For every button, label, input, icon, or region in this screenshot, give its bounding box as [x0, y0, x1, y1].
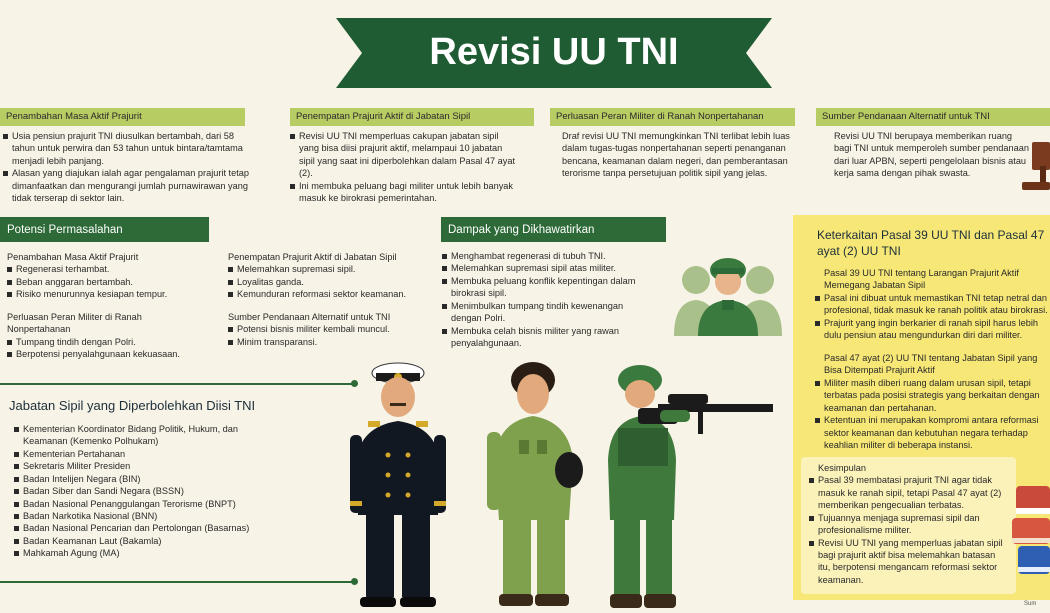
- bullet-item: Melemahkan supremasi sipil.: [228, 263, 418, 275]
- bullet-item: Regenerasi terhambat.: [7, 263, 207, 275]
- bullet-item: Militer masih diberi ruang dalam urusan sipil, tetapi terbatas pada posisi strategis yang berkaitan dengan keamanan dan pertahanan.: [815, 377, 1050, 414]
- pasal47-title: Pasal 47 ayat (2) UU TNI tentang Jabatan Sipil yang Bisa Ditempati Prajurit Aktif: [824, 353, 1038, 376]
- credit-text: Sum: [1024, 601, 1037, 607]
- bullet-item: Risiko menurunnya kesiapan tempur.: [7, 288, 207, 300]
- bullet-item: Kemunduran reformasi sektor keamanan.: [228, 288, 418, 300]
- section-jabatan-sipil: [290, 130, 518, 205]
- bullet-item: Usia pensiun prajurit TNI diusulkan bertambah, dari 58 tahun untuk perwira dan 53 tahun untuk bintara/tamtama menjadi lebih panjang.: [3, 130, 255, 167]
- section-label-nonpertahanan: Perluasan Peran Militer di Ranah Nonpertahanan: [550, 108, 795, 126]
- bullet-item: Berpotensi penyalahgunaan kekuasaan.: [7, 348, 207, 360]
- rifle-soldier-figure: [598, 360, 773, 610]
- bullet-item: Alasan yang diajukan ialah agar pengalaman prajurit tetap dimanfaatkan dan mengurangi jumlah purnawirawan yang tidak terserap di sektor lain.: [3, 167, 255, 204]
- bullet-item: Membuka peluang konflik kepentingan dalam birokrasi sipil.: [442, 275, 642, 300]
- section-label-pendanaan: Sumber Pendanaan Alternatif untuk TNI: [816, 108, 1050, 126]
- bullet-item: Ini membuka peluang bagi militer untuk lebih banyak masuk ke birokrasi pemerintahan.: [290, 180, 518, 205]
- list-item: Badan Keamanan Laut (Bakamla): [14, 535, 264, 547]
- bullet-item: Menimbulkan tumpang tindih kewenangan dengan Polri.: [442, 300, 642, 325]
- navy-officer-figure: [348, 355, 448, 610]
- bullet-item: Beban anggaran bertambah.: [7, 276, 207, 288]
- section-masa-aktif: [3, 130, 255, 205]
- bullet-item: Tumpang tindih dengan Polri.: [7, 336, 207, 348]
- keterkaitan-title: Keterkaitan Pasal 39 UU TNI dan Pasal 47 ayat (2) UU TNI: [817, 228, 1045, 259]
- pasal47-block: [815, 352, 1050, 451]
- divider-line: [0, 581, 355, 583]
- pasal39-title: Pasal 39 UU TNI tentang Larangan Prajurit Aktif Memegang Jabatan Sipil: [824, 268, 1019, 291]
- list-item: Badan Siber dan Sandi Negara (BSSN): [14, 485, 264, 497]
- section-pendanaan: Revisi UU TNI berupaya memberikan ruang bagi TNI untuk memperoleh sumber pendanaan dari luar APBN, seperti pengelolaan bisnis atau kerja sama dengan pihak swasta.: [834, 131, 1029, 179]
- group-title: Sumber Pendanaan Alternatif untuk TNI: [228, 311, 391, 322]
- bullet-item: Melemahkan supremasi sipil atas militer.: [442, 262, 642, 274]
- section-nonpertahanan: Draf revisi UU TNI memungkinkan TNI terlibat lebih luas dalam tugas-tugas nonpertahanan seperti penanganan bencana, keamanan dalam negeri, dan pemberantasan terorisme tanpa persetujuan politik sipil yang jelas.: [562, 131, 790, 179]
- list-item: Badan Narkotika Nasional (BNN): [14, 510, 264, 522]
- list-item: Badan Nasional Penanggulangan Terorisme (BNPT): [14, 498, 264, 510]
- soldier-group-icon: [668, 250, 788, 336]
- bullet-item: Ketentuan ini merupakan kompromi antara reformasi sektor keamanan dan kebutuhan negara terhadap keahlian militer di beberapa instansi.: [815, 414, 1050, 451]
- section-label-masa-aktif: Penambahan Masa Aktif Prajurit: [0, 108, 245, 126]
- list-item: Badan Nasional Pencarian dan Pertolongan (Basarnas): [14, 522, 264, 534]
- bullet-item: Tujuannya menjaga supremasi sipil dan profesionalisme militer.: [809, 512, 1009, 537]
- divider-line: [0, 383, 355, 385]
- title-banner: [336, 18, 772, 88]
- kesimpulan-content: [809, 462, 1009, 586]
- list-item: Badan Intelijen Negara (BIN): [14, 473, 264, 485]
- books-icon: [1012, 468, 1050, 578]
- kesimpulan-box: [801, 457, 1016, 594]
- jabatan-heading: Jabatan Sipil yang Diperbolehkan Diisi TNI: [9, 398, 256, 413]
- pilot-figure: [485, 350, 585, 610]
- list-item: Kementerian Pertahanan: [14, 448, 264, 460]
- jabatan-list: [14, 423, 264, 560]
- page-title: Revisi UU TNI: [429, 31, 679, 74]
- bullet-item: Minim transparansi.: [228, 336, 418, 348]
- bullet-item: Membuka celah bisnis militer yang rawan penyalahgunaan.: [442, 325, 642, 350]
- bullet-item: Loyalitas ganda.: [228, 276, 418, 288]
- list-item: Mahkamah Agung (MA): [14, 547, 264, 559]
- potensi-right-column: [228, 251, 418, 348]
- gavel-icon: [1018, 140, 1050, 192]
- dampak-label: Dampak yang Dikhawatirkan: [441, 217, 666, 242]
- group-title: Perluasan Peran Militer di Ranah Nonpertahanan: [7, 311, 142, 335]
- pasal39-block: [815, 267, 1050, 342]
- bullet-item: Potensi bisnis militer kembali muncul.: [228, 323, 418, 335]
- dampak-list: [442, 250, 642, 349]
- group-title: Penambahan Masa Aktif Prajurit: [7, 252, 139, 262]
- list-item: Kementerian Koordinator Bidang Politik, Hukum, dan Keamanan (Kemenko Polhukam): [14, 423, 264, 448]
- list-item: Sekretaris Militer Presiden: [14, 460, 264, 472]
- bullet-item: Pasal 39 membatasi prajurit TNI agar tidak masuk ke ranah sipil, tetapi Pasal 47 ayat (2) memberikan pengecualian terbatas.: [809, 474, 1009, 511]
- potensi-left-column: [7, 251, 207, 360]
- bullet-item: Menghambat regenerasi di tubuh TNI.: [442, 250, 642, 262]
- kesimpulan-title: Kesimpulan: [818, 463, 867, 473]
- bullet-item: Revisi UU TNI memperluas cakupan jabatan sipil yang bisa diisi prajurit aktif, melampaui 10 jabatan sipil yang saat ini diperbolehkan dalam Pasal 47 ayat (2).: [290, 130, 518, 180]
- bullet-item: Prajurit yang ingin berkarier di ranah sipil harus lebih dulu pensiun atau mengundurkan diri dari militer.: [815, 317, 1050, 342]
- group-title: Penempatan Prajurit Aktif di Jabatan Sipil: [228, 252, 397, 262]
- section-label-jabatan-sipil: Penempatan Prajurit Aktif di Jabatan Sipil: [290, 108, 534, 126]
- potensi-label: Potensi Permasalahan: [0, 217, 209, 242]
- bullet-item: Pasal ini dibuat untuk memastikan TNI tetap netral dan profesional, tidak masuk ke ranah politik atau birokrasi.: [815, 292, 1050, 317]
- bullet-item: Revisi UU TNI yang memperluas jabatan sipil bagi prajurit aktif bisa melemahkan batasan itu, berpotensi mengancam reformasi sektor keamanan.: [809, 537, 1009, 587]
